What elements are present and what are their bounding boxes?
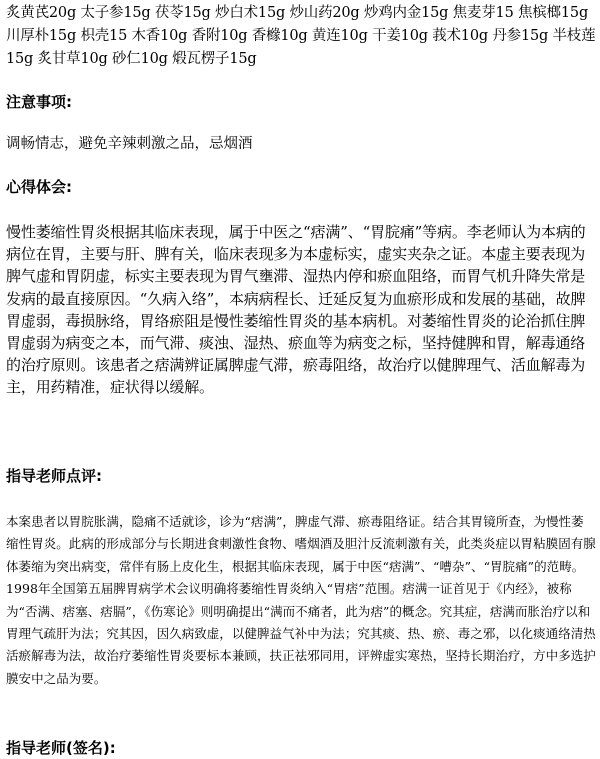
experience-heading: 心得体会: <box>6 178 72 196</box>
experience-text: 慢性萎缩性胃炎根据其临床表现，属于中医之“痞满”、“胃脘痛”等病。李老师认为本病的病位在胃，主要与肝、脾有关，临床表现多为本虚标实，虚实夹杂之证。本虚主要表现为脾气虚和胃阴虚，标实主要表现为胃气壅滞、湿热内停和瘀血阻络，而胃气机升降失常是发病的最直接原因。“久病入络”，本病病程长、迁延反复为血瘀形成和发展的基础，故脾胃虚弱，毒损脉络，胃络瘀阻是慢性萎缩性胃炎的基本病机。对萎缩性胃炎的论治抓住脾胃虚弱为病变之本，而气滞、痰浊、湿热、瘀血等为病变之标，坚持健脾和胃，解毒通络的治疗原则。该患者之痞满辨证属脾虚气滞，瘀毒阻络，故治疗以健脾理气、活血解毒为主，用药精准，症状得以缓解。 <box>6 223 586 397</box>
teacher-comment-text: 本案患者以胃脘胀满，隐痛不适就诊，诊为“痞满”，脾虚气滞、瘀毒阻络证。结合其胃镜所查，为慢性萎缩性胃炎。此病的形成部分与长期进食刺激性食物、嗜烟酒及胆汁反流刺激有关，此类炎症以胃粘膜固有腺体萎缩为突出病变，常伴有肠上皮化生，根据其临床表现，属于中医“痞满”、“嘈杂”、“胃脘痛”的范畴。1998年全国第五届脾胃病学术会议明确将萎缩性胃炎纳入“胃痞”范围。痞满一证首见于《内经》，被称为“否满、痞塞、痞膈”，《伤寒论》则明确提出“满而不痛者，此为痞”的概念。究其症，痞满而胀治疗以和胃理气疏肝为法；究其因，因久病致虚，以健脾益气补中为法；究其痰、热、瘀、毒之邪，以化痰通络清热活瘀解毒为法，故治疗萎缩性胃炎要标本兼顾，扶正祛邪同用，评辨虚实寒热，坚持长期治疗，方中多选护膜安中之品为要。 <box>6 514 596 686</box>
herb-prescription: 炙黄芪20g 太子参15g 茯苓15g 炒白术15g 炒山药20g 炒鸡内金15g 焦麦芽15 焦槟榔15g 川厚朴15g 枳壳15 木香10g 香附10g 香橼10g 黄连10g 干姜10g 莪术10g 丹参15g 半枝莲15g 炙甘草10g 砂仁10g 煅瓦楞子15g <box>6 5 596 67</box>
notes-text: 调畅情志，避免辛辣刺激之品，忌烟酒 <box>6 136 253 152</box>
notes-heading: 注意事项: <box>6 93 72 111</box>
teacher-comment-heading: 指导老师点评: <box>6 467 102 485</box>
teacher-signature-heading: 指导老师(签名): <box>6 739 116 757</box>
